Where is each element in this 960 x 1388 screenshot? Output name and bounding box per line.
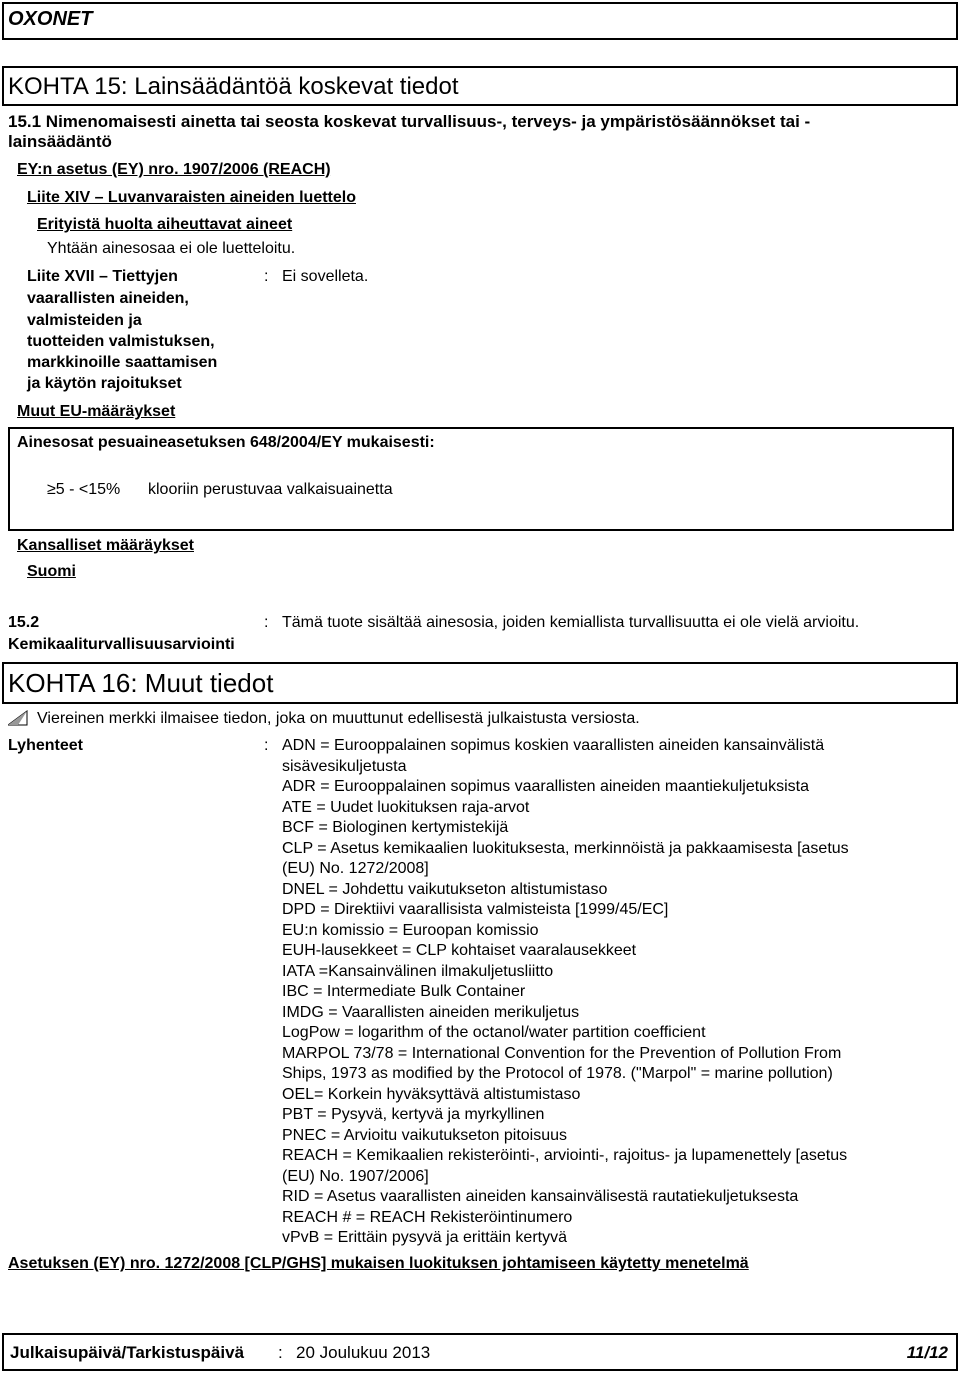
detergent-heading: Ainesosat pesuaineasetuksen 648/2004/EY mukaisesti:	[17, 434, 435, 451]
detergent-description: klooriin perustuvaa valkaisuainetta	[148, 481, 393, 498]
detergent-range: ≥5 - <15%	[47, 481, 121, 498]
annex-17-value: Ei sovelleta.	[282, 268, 369, 285]
header-bar	[2, 2, 958, 40]
abbreviations-colon: :	[264, 737, 269, 754]
footer-colon: :	[278, 1343, 283, 1362]
abbreviation-line: LogPow = logarithm of the octanol/water partition coefficient	[282, 1024, 706, 1041]
change-marker-icon	[8, 710, 28, 726]
footer-date-value: 20 Joulukuu 2013	[296, 1343, 431, 1362]
section-16-title: KOHTA 16: Muut tiedot	[8, 668, 274, 698]
footer-page-number: 11/12	[906, 1343, 948, 1362]
annex-17-label-line: tuotteiden valmistuksen,	[27, 333, 215, 350]
svhc-heading: Erityistä huolta aiheuttavat aineet	[37, 216, 293, 233]
csa-label-line1: 15.2	[8, 614, 40, 631]
csa-colon: :	[264, 614, 269, 631]
abbreviation-line: Ships, 1973 as modified by the Protocol of 1978. ("Marpol" = marine pollution)	[282, 1065, 833, 1082]
abbreviation-line: EUH-lausekkeet = CLP kohtaiset vaaralausekkeet	[282, 942, 637, 959]
annex-17-label-line: Liite XVII – Tiettyjen	[27, 268, 178, 285]
section-15-title: KOHTA 15: Lainsäädäntöä koskevat tiedot	[8, 73, 459, 100]
abbreviation-line: vPvB = Erittäin pysyvä ja erittäin kertyvä	[282, 1229, 567, 1246]
clp-method-heading: Asetuksen (EY) nro. 1272/2008 [CLP/GHS] mukaisen luokituksen johtamiseen käytetty menetelmä	[8, 1255, 749, 1272]
annex-17-colon: :	[264, 268, 269, 285]
abbreviation-line: PBT = Pysyvä, kertyvä ja myrkyllinen	[282, 1106, 545, 1123]
abbreviation-line: RID = Asetus vaarallisten aineiden kansainvälisestä rautatiekuljetuksesta	[282, 1188, 799, 1205]
abbreviation-line: PNEC = Arvioitu vaikutukseton pitoisuus	[282, 1127, 568, 1144]
abbreviation-line: ADR = Eurooppalainen sopimus vaarallisten aineiden maantiekuljetuksista	[282, 778, 809, 795]
abbreviation-line: REACH # = REACH Rekisteröintinumero	[282, 1209, 573, 1226]
reach-heading: EY:n asetus (EY) nro. 1907/2006 (REACH)	[17, 161, 331, 178]
abbreviation-line: DNEL = Johdettu vaikutukseton altistumistaso	[282, 881, 608, 898]
subsection-15-1-line1: 15.1 Nimenomaisesti ainetta tai seosta koskevat turvallisuus-, terveys- ja ympäristösäännökset tai -	[8, 112, 811, 131]
abbreviation-line: OEL= Korkein hyväksyttävä altistumistaso	[282, 1086, 581, 1103]
abbreviation-line: ADN = Eurooppalainen sopimus koskien vaarallisten aineiden kansainvälistä	[282, 737, 825, 754]
abbreviation-line: EU:n komissio = Euroopan komissio	[282, 922, 539, 939]
abbreviation-line: (EU) No. 1272/2008]	[282, 860, 429, 877]
abbreviation-line: sisävesikuljetusta	[282, 758, 407, 775]
annex-17-label-line: markkinoille saattamisen	[27, 354, 218, 371]
abbreviation-line: MARPOL 73/78 = International Convention for the Prevention of Pollution From	[282, 1045, 842, 1062]
subsection-15-1-line2: lainsäädäntö	[8, 132, 112, 151]
abbreviation-line: IATA =Kansainvälinen ilmakuljetusliitto	[282, 963, 554, 980]
abbreviation-line: BCF = Biologinen kertymistekijä	[282, 819, 509, 836]
footer-date-label: Julkaisupäivä/Tarkistuspäivä	[10, 1343, 245, 1362]
abbreviations-label: Lyhenteet	[8, 737, 83, 754]
change-note: Viereinen merkki ilmaisee tiedon, joka on muuttunut edellisestä julkaistusta versiosta.	[37, 710, 640, 727]
country-finland: Suomi	[27, 563, 76, 580]
annex-17-label-line: vaarallisten aineiden,	[27, 290, 189, 307]
abbreviation-line: DPD = Direktiivi vaarallisista valmisteista [1999/45/EC]	[282, 901, 669, 918]
abbreviation-line: IBC = Intermediate Bulk Container	[282, 983, 526, 1000]
abbreviation-line: (EU) No. 1907/2006]	[282, 1168, 429, 1185]
annex-14-heading: Liite XIV – Luvanvaraisten aineiden luettelo	[27, 189, 356, 206]
national-regulations: Kansalliset määräykset	[17, 537, 194, 554]
csa-label-line2: Kemikaaliturvallisuusarviointi	[8, 636, 235, 653]
abbreviation-line: ATE = Uudet luokituksen raja-arvot	[282, 799, 530, 816]
abbreviation-line: IMDG = Vaarallisten aineiden merikuljetus	[282, 1004, 580, 1021]
annex-17-label-line: valmisteiden ja	[27, 312, 142, 329]
annex-17-label-line: ja käytön rajoitukset	[27, 375, 182, 392]
other-eu-regulations: Muut EU-määräykset	[17, 403, 176, 420]
csa-value: Tämä tuote sisältää ainesosia, joiden kemiallista turvallisuutta ei ole vielä arvioitu.	[282, 614, 860, 631]
abbreviation-line: REACH = Kemikaalien rekisteröinti-, arviointi-, rajoitus- ja lupamenettely [asetus	[282, 1147, 848, 1164]
svhc-text: Yhtään ainesosaa ei ole luetteloitu.	[47, 240, 296, 257]
abbreviation-line: CLP = Asetus kemikaalien luokituksesta, merkinnöistä ja pakkaamisesta [asetus	[282, 840, 849, 857]
brand-name: OXONET	[8, 8, 93, 30]
